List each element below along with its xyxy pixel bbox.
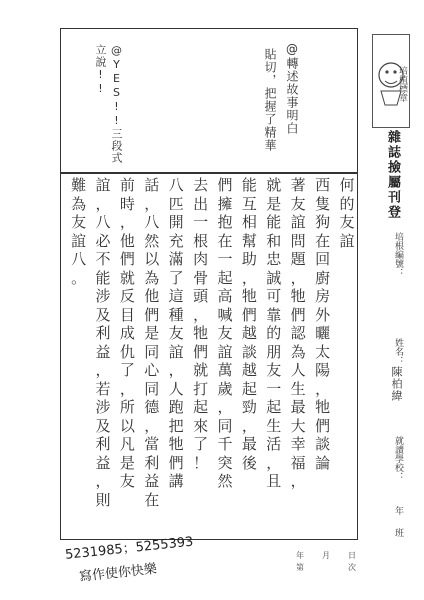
essay-character: 靠	[266, 305, 282, 324]
essay-character: 時	[119, 194, 135, 213]
essay-character: 八	[71, 250, 87, 268]
essay-character: 及	[95, 416, 111, 435]
essay-character: 必	[95, 231, 111, 250]
comment-right-1: @轉述故事明白	[285, 42, 299, 135]
essay-character: 太	[315, 342, 331, 361]
essay-character: 利	[144, 453, 160, 472]
essay-character: 他	[119, 231, 135, 250]
essay-column	[92, 178, 114, 511]
essay-character: 抱	[217, 213, 233, 231]
essay-column	[165, 178, 187, 493]
essay-character: 。	[71, 268, 87, 287]
essay-character: 們	[315, 416, 331, 435]
essay-character: 們	[168, 453, 184, 472]
essay-character: 在	[217, 231, 233, 250]
footer-month: 月	[322, 551, 330, 560]
essay-character: 了	[119, 361, 135, 379]
student-name: 陳柏緯	[390, 366, 403, 402]
essay-character: 誼	[168, 342, 184, 361]
essay-character: 能	[95, 268, 111, 287]
essay-character: 談	[241, 342, 257, 361]
essay-character: 來	[193, 416, 209, 435]
essay-character: 就	[266, 176, 282, 194]
essay-character: ，	[193, 305, 209, 324]
essay-character: ，	[266, 453, 282, 472]
stamp-caption: 培植標章	[397, 66, 407, 102]
essay-character: 利	[95, 435, 111, 453]
essay-character: 誼	[217, 342, 233, 361]
essay-character: 成	[119, 324, 135, 342]
code-label: 培根編號：	[393, 232, 403, 277]
grade-label: 年	[393, 506, 403, 515]
essay-character: 骨	[193, 268, 209, 287]
essay-character: 人	[290, 361, 306, 379]
footer-year: 年	[296, 551, 304, 560]
stamp-title: 雜誌撿屬刊登	[385, 130, 400, 220]
essay-character: 友	[119, 472, 135, 490]
essay-character: 回	[315, 250, 331, 268]
essay-character: 誼	[290, 213, 306, 231]
essay-character: 大	[290, 416, 306, 435]
essay-character: 談	[315, 435, 331, 453]
essay-character: 生	[290, 379, 306, 398]
essay-character: ，	[217, 398, 233, 416]
essay-character: 們	[217, 176, 233, 194]
essay-character: 一	[266, 379, 282, 398]
essay-column	[263, 178, 285, 493]
essay-character: 把	[168, 416, 184, 435]
essay-character: 誼	[95, 176, 111, 194]
essay-character: 一	[193, 213, 209, 231]
essay-character: 心	[144, 361, 160, 379]
essay-character: 若	[95, 379, 111, 398]
essay-character: 然	[217, 472, 233, 490]
essay-character: 幸	[290, 435, 306, 453]
essay-character: 最	[290, 398, 306, 416]
essay-character: 然	[144, 231, 160, 250]
essay-character: 問	[290, 231, 306, 250]
essay-character: 根	[193, 231, 209, 250]
essay-character: 前	[119, 176, 135, 194]
essay-character: 們	[119, 250, 135, 268]
essay-character: ！	[193, 453, 209, 472]
essay-character: 牠	[290, 287, 306, 305]
essay-character: 房	[315, 287, 331, 305]
essay-character: 就	[119, 268, 135, 287]
essay-character: 難	[71, 176, 87, 194]
essay-character: 越	[241, 361, 257, 379]
essay-character: 凡	[119, 435, 135, 453]
essay-character: 人	[168, 379, 184, 398]
essay-character: 充	[168, 231, 184, 250]
essay-character: ，	[290, 268, 306, 287]
essay-character: 互	[241, 194, 257, 213]
essay-character: 益	[95, 342, 111, 361]
essay-character: 的	[339, 194, 355, 213]
essay-character: 們	[144, 305, 160, 324]
essay-character: 仇	[119, 342, 135, 361]
essay-character: 滿	[168, 250, 184, 268]
essay-character: 的	[266, 324, 282, 342]
essay-character: 牠	[168, 435, 184, 453]
essay-character: 以	[144, 250, 160, 268]
essay-character: 朋	[266, 342, 282, 361]
essay-character: 認	[290, 324, 306, 342]
essay-character: 種	[168, 305, 184, 324]
essay-character: 可	[266, 287, 282, 305]
essay-character: 起	[193, 398, 209, 416]
essay-column	[68, 178, 90, 289]
essay-character: 何	[339, 176, 355, 194]
phone-numbers: 5231985；5255393	[64, 534, 195, 563]
essay-character: ，	[168, 361, 184, 379]
essay-character: 益	[144, 472, 160, 490]
essay-character: 喊	[217, 305, 233, 324]
essay-character: 題	[290, 250, 306, 268]
essay-character: 外	[315, 305, 331, 324]
essay-character: 誠	[266, 268, 282, 287]
essay-character: 八	[95, 213, 111, 231]
essay-character: 為	[290, 342, 306, 361]
essay-character: 生	[266, 416, 282, 435]
essay-character: 同	[144, 342, 160, 361]
essay-character: 歲	[217, 379, 233, 398]
essay-character: 不	[95, 250, 111, 268]
essay-character: 及	[95, 305, 111, 324]
essay-character: 高	[217, 287, 233, 305]
essay-character: 和	[266, 231, 282, 250]
essay-column	[238, 178, 260, 474]
essay-character: 友	[217, 324, 233, 342]
essay-character: 他	[144, 287, 160, 305]
essay-character: 同	[217, 416, 233, 435]
essay-character: 友	[290, 194, 306, 213]
name-label: 姓名：	[393, 338, 403, 365]
essay-character: 能	[241, 176, 257, 194]
essay-character: 當	[144, 435, 160, 453]
essay-character: 擁	[217, 194, 233, 213]
comment-right-2: 貼切，把握了精華	[263, 48, 277, 152]
essay-character: 福	[290, 453, 306, 472]
essay-character: 是	[266, 194, 282, 213]
essay-character: 一	[217, 250, 233, 268]
essay-character: 們	[193, 342, 209, 361]
essay-character: 友	[339, 213, 355, 231]
essay-character: ，	[144, 194, 160, 213]
essay-character: ，	[144, 416, 160, 435]
essay-character: ，	[290, 472, 306, 490]
essay-column	[312, 178, 334, 474]
essay-character: 講	[168, 472, 184, 490]
essay-character: 能	[266, 213, 282, 231]
essay-column	[287, 178, 309, 493]
essay-character: 起	[241, 379, 257, 398]
essay-character: 陽	[315, 361, 331, 379]
essay-character: 反	[119, 287, 135, 305]
essay-character: 廚	[315, 268, 331, 287]
essay-character: 以	[119, 416, 135, 435]
essay-character: 千	[217, 435, 233, 453]
essay-character: ，	[95, 472, 111, 490]
essay-character: 論	[315, 453, 331, 472]
essay-character: 在	[315, 231, 331, 250]
essay-character: 則	[95, 490, 111, 509]
essay-character: 幫	[241, 231, 257, 250]
essay-character: 八	[168, 176, 184, 194]
essay-column	[116, 178, 138, 493]
essay-character: 去	[193, 176, 209, 194]
essay-column	[214, 178, 236, 493]
essay-character: 八	[144, 213, 160, 231]
essay-character: 後	[241, 453, 257, 472]
essay-character: 打	[193, 379, 209, 398]
footer-times: 次	[348, 563, 356, 572]
essay-character: 起	[266, 398, 282, 416]
essay-character: 是	[144, 324, 160, 342]
essay-character: 牠	[315, 398, 331, 416]
essay-character: 匹	[168, 194, 184, 213]
essay-character: 這	[168, 287, 184, 305]
essay-character: 德	[144, 398, 160, 416]
essay-character: 牠	[193, 324, 209, 342]
essay-character: ，	[119, 379, 135, 398]
essay-column	[336, 178, 358, 252]
essay-character: ，	[241, 416, 257, 435]
essay-character: 狗	[315, 213, 331, 231]
essay-character: 為	[71, 194, 87, 213]
essay-character: 越	[241, 324, 257, 342]
essay-character: 活	[266, 435, 282, 453]
essay-character: 目	[119, 305, 135, 324]
essay-character: 友	[71, 213, 87, 231]
essay-character: 所	[119, 398, 135, 416]
school-label: 就讀學校：	[393, 436, 403, 481]
comment-left: @YES!!三段式立說!!	[94, 44, 123, 164]
essay-character: 隻	[315, 194, 331, 213]
essay-character: 涉	[95, 398, 111, 416]
essay-character: 相	[241, 213, 257, 231]
essay-character: 了	[193, 435, 209, 453]
essay-column	[190, 178, 212, 474]
footer-day: 日	[348, 551, 356, 560]
essay-character: 且	[266, 472, 282, 490]
essay-character: 在	[144, 490, 160, 509]
essay-character: ，	[95, 361, 111, 379]
class-label: 班	[393, 528, 403, 537]
essay-character: 誼	[71, 231, 87, 250]
essay-character: 曬	[315, 324, 331, 342]
essay-character: 是	[119, 453, 135, 472]
essay-character: 話	[144, 176, 160, 194]
essay-character: 友	[266, 361, 282, 379]
essay-character: 涉	[95, 287, 111, 305]
essay-character: 開	[168, 213, 184, 231]
essay-character: 最	[241, 435, 257, 453]
essay-character: 們	[241, 305, 257, 324]
essay-character: 友	[168, 324, 184, 342]
essay-character: 跑	[168, 398, 184, 416]
essay-character: 勁	[241, 398, 257, 416]
essay-character: 益	[95, 453, 111, 472]
essay-character: 肉	[193, 250, 209, 268]
essay-character: 頭	[193, 287, 209, 305]
essay-character: 萬	[217, 361, 233, 379]
essay-character: ，	[95, 194, 111, 213]
essay-column	[141, 178, 163, 511]
slogan: 寫作使你快樂	[78, 561, 158, 585]
essay-character: 利	[95, 324, 111, 342]
essay-character: 突	[217, 453, 233, 472]
essay-character: 就	[193, 361, 209, 379]
essay-character: 著	[290, 176, 306, 194]
essay-character: 同	[144, 379, 160, 398]
footer-page: 第	[296, 563, 304, 572]
essay-character: ，	[119, 213, 135, 231]
essay-character: 出	[193, 194, 209, 213]
essay-character: 起	[217, 268, 233, 287]
essay-character: 牠	[241, 287, 257, 305]
essay-character: 了	[168, 268, 184, 287]
essay-character: 誼	[339, 231, 355, 250]
essay-character: ，	[315, 379, 331, 398]
essay-character: ，	[241, 268, 257, 287]
essay-character: 助	[241, 250, 257, 268]
essay-character: 們	[290, 305, 306, 324]
essay-character: 西	[315, 176, 331, 194]
essay-character: 忠	[266, 250, 282, 268]
essay-character: 為	[144, 268, 160, 287]
